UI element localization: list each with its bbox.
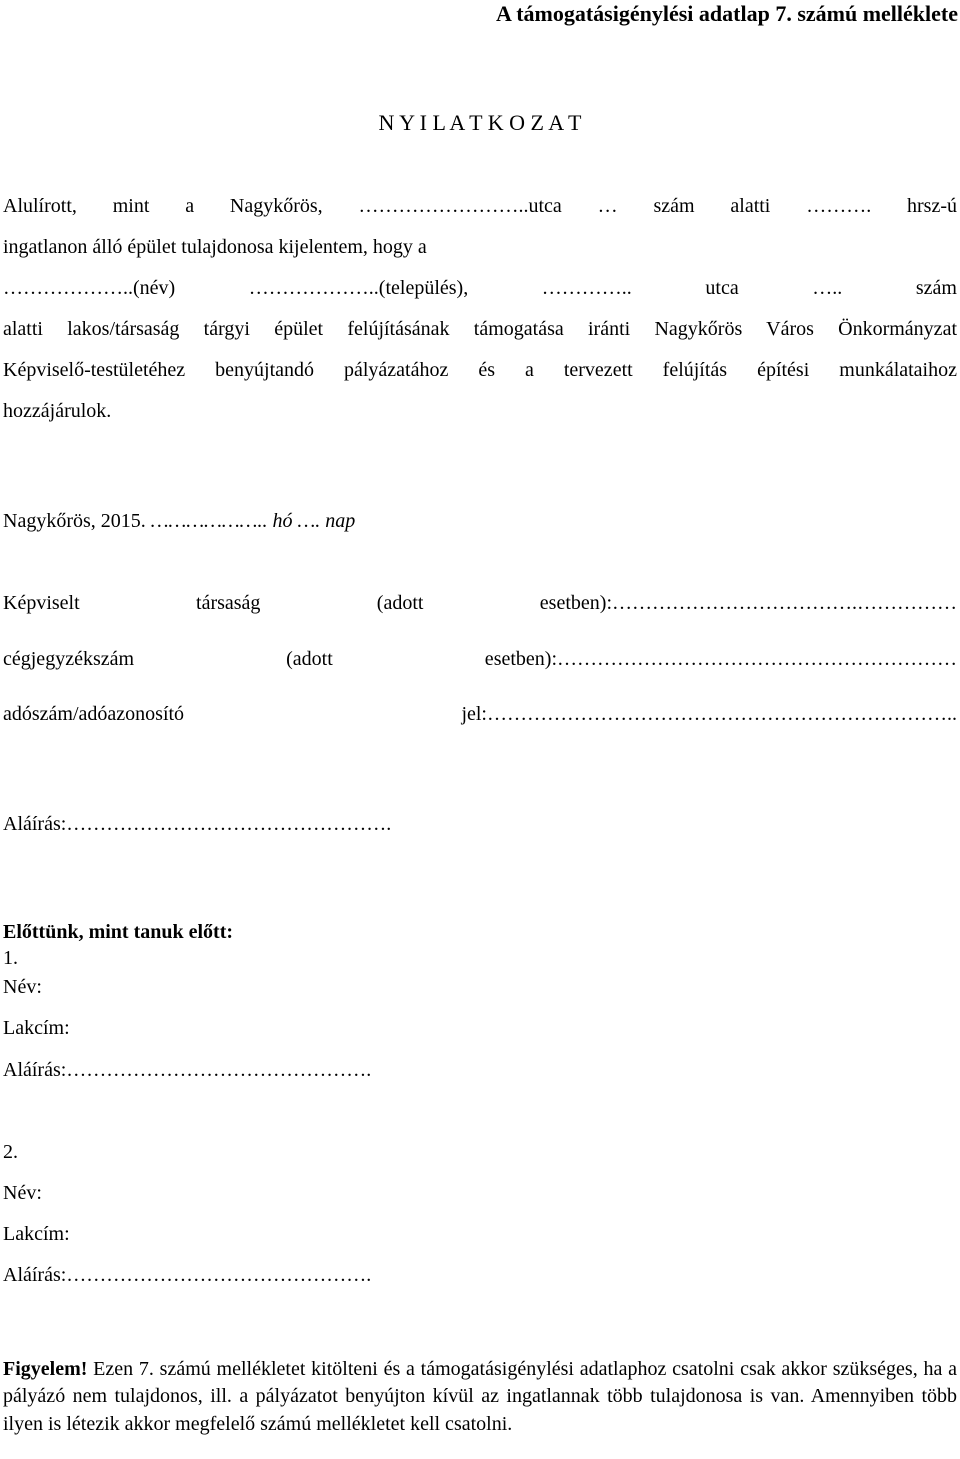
notice-paragraph: [3, 1356, 957, 1438]
company-reg-number-field: cégjegyzékszám (adott esetben):……………………………………………………: [3, 648, 957, 670]
witness-1-name-label: Név:: [3, 976, 42, 998]
date-line: [3, 509, 355, 534]
declaration-line-5: Képviselő-testületéhez benyújtandó pályázatához és a tervezett felújítás építési munkálataihoz: [3, 359, 957, 381]
declaration-title: N Y I L A T K O Z A T: [378, 110, 582, 135]
tax-number-field: adószám/adóazonosító jel:……………………………………………………………..: [3, 703, 957, 725]
witness-2-signature: Aláírás:……………………………………….: [3, 1264, 372, 1286]
signature-field: Aláírás:………………………………………….: [3, 813, 392, 835]
witness-2-address-label: Lakcím:: [3, 1223, 70, 1245]
declaration-line-6: hozzájárulok.: [3, 400, 112, 422]
witness-1-number: 1.: [3, 947, 18, 969]
declaration-line-1: Alulírott, mint a Nagykőrös, ……………………..utca … szám alatti ………. hrsz-ú: [3, 195, 957, 217]
witness-1-signature: Aláírás:……………………………………….: [3, 1059, 372, 1081]
declaration-line-4: alatti lakos/társaság tárgyi épület felújításának támogatása iránti Nagykőrös Város Önkormányzat: [3, 318, 957, 340]
date-place-year: Nagykőrös, 2015.: [3, 510, 151, 532]
declaration-line-2: ingatlanon álló épület tulajdonosa kijelentem, hogy a: [3, 236, 427, 258]
declaration-line-3: ………………..(név) ………………..(település), ………….. utca ….. szám: [3, 277, 957, 299]
date-month-day: ……………….. hó …. nap: [150, 510, 356, 532]
witness-1-address-label: Lakcím:: [3, 1017, 70, 1039]
witness-2-number: 2.: [3, 1141, 18, 1163]
represented-company-field: Képviselt társaság (adott esetben):……………………………….……………: [3, 592, 957, 614]
annex-title: A támogatásigénylési adatlap 7. számú melléklete: [496, 1, 958, 26]
witnesses-heading: Előttünk, mint tanuk előtt:: [3, 921, 234, 943]
notice-label: Figyelem!: [3, 1358, 88, 1380]
witness-2-name-label: Név:: [3, 1182, 42, 1204]
notice-text: Ezen 7. számú mellékletet kitölteni és a támogatásigénylési adatlaphoz csatolni csak akkor szükséges, ha a pályázó nem tulajdonos, ill. a pályázatot benyújton kívül az ingatlannak több tulajdonosa is van. Amennyiben több ilyen is létezik akkor megfelelő számú mellékletet kell csatolni.: [3, 1358, 957, 1435]
